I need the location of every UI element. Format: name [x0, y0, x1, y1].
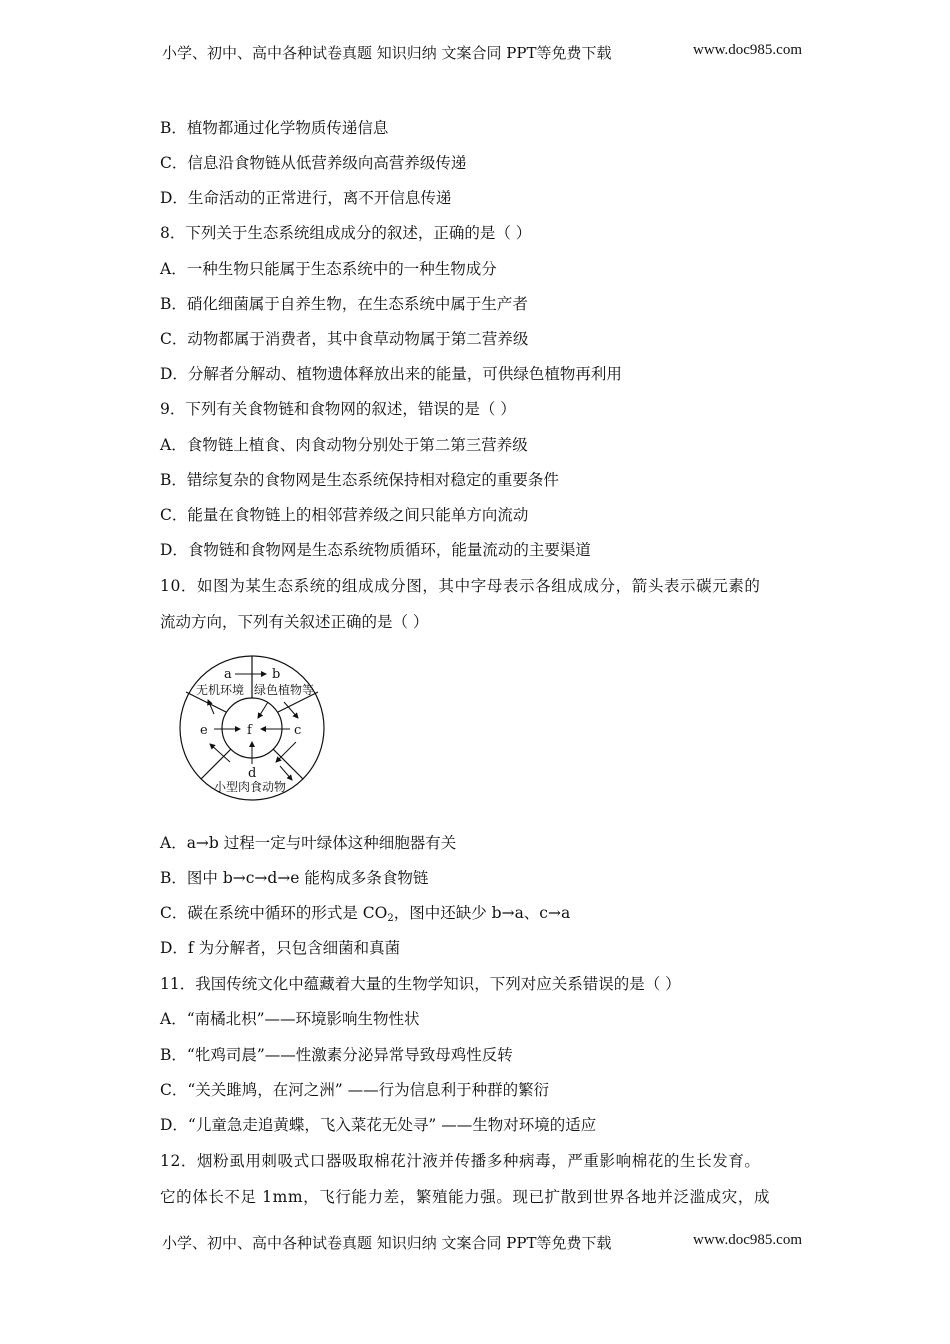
q9-option-b: B．错综复杂的食物网是生态系统保持相对稳定的重要条件 — [160, 471, 559, 489]
q11-option-a: A．“南橘北枳”——环境影响生物性状 — [160, 1010, 420, 1028]
q9-stem: 9．下列有关食物链和食物网的叙述，错误的是（ ） — [160, 400, 516, 418]
label-inorganic-environment: 无机环境 — [196, 683, 245, 697]
q9-option-d: D．食物链和食物网是生态系统物质循环，能量流动的主要渠道 — [160, 541, 591, 559]
arrow-c-to-d — [276, 742, 296, 762]
q12-stem-line1: 12．烟粉虱用刺吸式口器吸取棉花汁液并传播多种病毒，严重影响棉花的生长发育。 — [160, 1152, 761, 1170]
q11-option-c: C．“关关雎鸠，在河之洲” ——行为信息利于种群的繁衍 — [160, 1081, 550, 1099]
footer-left-text: 小学、初中、高中各种试卷真题 知识归纳 文案合同 PPT等免费下载 — [162, 1234, 612, 1252]
q10-option-c-pre: C．碳在系统中循环的形式是 CO — [160, 904, 388, 922]
q10-option-b: B．图中 b→c→d→e 能构成多条食物链 — [160, 869, 429, 887]
q8-option-b: B．硝化细菌属于自养生物，在生态系统中属于生产者 — [160, 295, 528, 313]
node-b: b — [272, 667, 281, 682]
label-small-carnivores: 小型肉食动物 — [214, 780, 287, 794]
header-left-text: 小学、初中、高中各种试卷真题 知识归纳 文案合同 PPT等免费下载 — [162, 44, 612, 62]
q11-option-d: D．“儿童急走追黄蝶，飞入菜花无处寻” ——生物对环境的适应 — [160, 1116, 597, 1134]
q10-stem-line2: 流动方向，下列有关叙述正确的是（ ） — [160, 613, 429, 631]
q7-option-b: B．植物都通过化学物质传递信息 — [160, 119, 389, 137]
q10-option-c-post: ，图中还缺少 b→a、c→a — [393, 904, 571, 922]
header-site-link[interactable]: www.doc985.com — [692, 42, 802, 58]
node-e: e — [200, 723, 208, 738]
spoke-bottom-right — [273, 749, 303, 779]
q10-option-d: D．f 为分解者，只包含细菌和真菌 — [160, 939, 401, 957]
q8-option-d: D．分解者分解动、植物遗体释放出来的能量，可供绿色植物再利用 — [160, 365, 622, 383]
footer-site-link[interactable]: www.doc985.com — [692, 1232, 802, 1248]
node-c: c — [294, 723, 302, 738]
node-a: a — [224, 667, 232, 682]
arrow-b-to-c — [284, 702, 298, 718]
q8-option-c: C．动物都属于消费者，其中食草动物属于第二营养级 — [160, 330, 529, 348]
q8-stem: 8．下列关于生态系统组成成分的叙述，正确的是（ ） — [160, 224, 532, 242]
arrow-e-to-a — [208, 700, 214, 714]
ecosystem-diagram — [168, 652, 338, 802]
page-header — [162, 42, 802, 63]
co2-subscript: 2 — [387, 913, 394, 924]
q7-option-c: C．信息沿食物链从低营养级向高营养级传递 — [160, 154, 467, 172]
q12-stem-line2: 它的体长不足 1mm，飞行能力差，繁殖能力强。现已扩散到世界各地并泛滥成灾，成 — [160, 1188, 771, 1206]
q9-option-a: A．食物链上植食、肉食动物分别处于第二第三营养级 — [160, 436, 528, 454]
page-footer — [162, 1232, 802, 1253]
spoke-bottom-left — [201, 749, 231, 779]
q7-option-d: D．生命活动的正常进行，离不开信息传递 — [160, 189, 452, 207]
q8-option-a: A．一种生物只能属于生态系统中的一种生物成分 — [160, 260, 497, 278]
q10-stem-line1: 10．如图为某生态系统的组成成分图，其中字母表示各组成成分，箭头表示碳元素的 — [160, 577, 761, 595]
q11-option-b: B．“牝鸡司晨”——性激素分泌异常导致母鸡性反转 — [160, 1046, 513, 1064]
node-d: d — [248, 766, 257, 781]
q10-option-a: A．a→b 过程一定与叶绿体这种细胞器有关 — [160, 834, 457, 852]
arrow-b-to-f — [258, 702, 268, 718]
q9-option-c: C．能量在食物链上的相邻营养级之间只能单方向流动 — [160, 506, 529, 524]
q10-option-c — [160, 903, 570, 929]
arrow-d-to-lower-right — [280, 766, 292, 780]
label-green-plants: 绿色植物等 — [254, 683, 315, 697]
q11-stem: 11．我国传统文化中蕴藏着大量的生物学知识，下列对应关系错误的是（ ） — [160, 975, 681, 993]
node-f: f — [247, 723, 252, 738]
